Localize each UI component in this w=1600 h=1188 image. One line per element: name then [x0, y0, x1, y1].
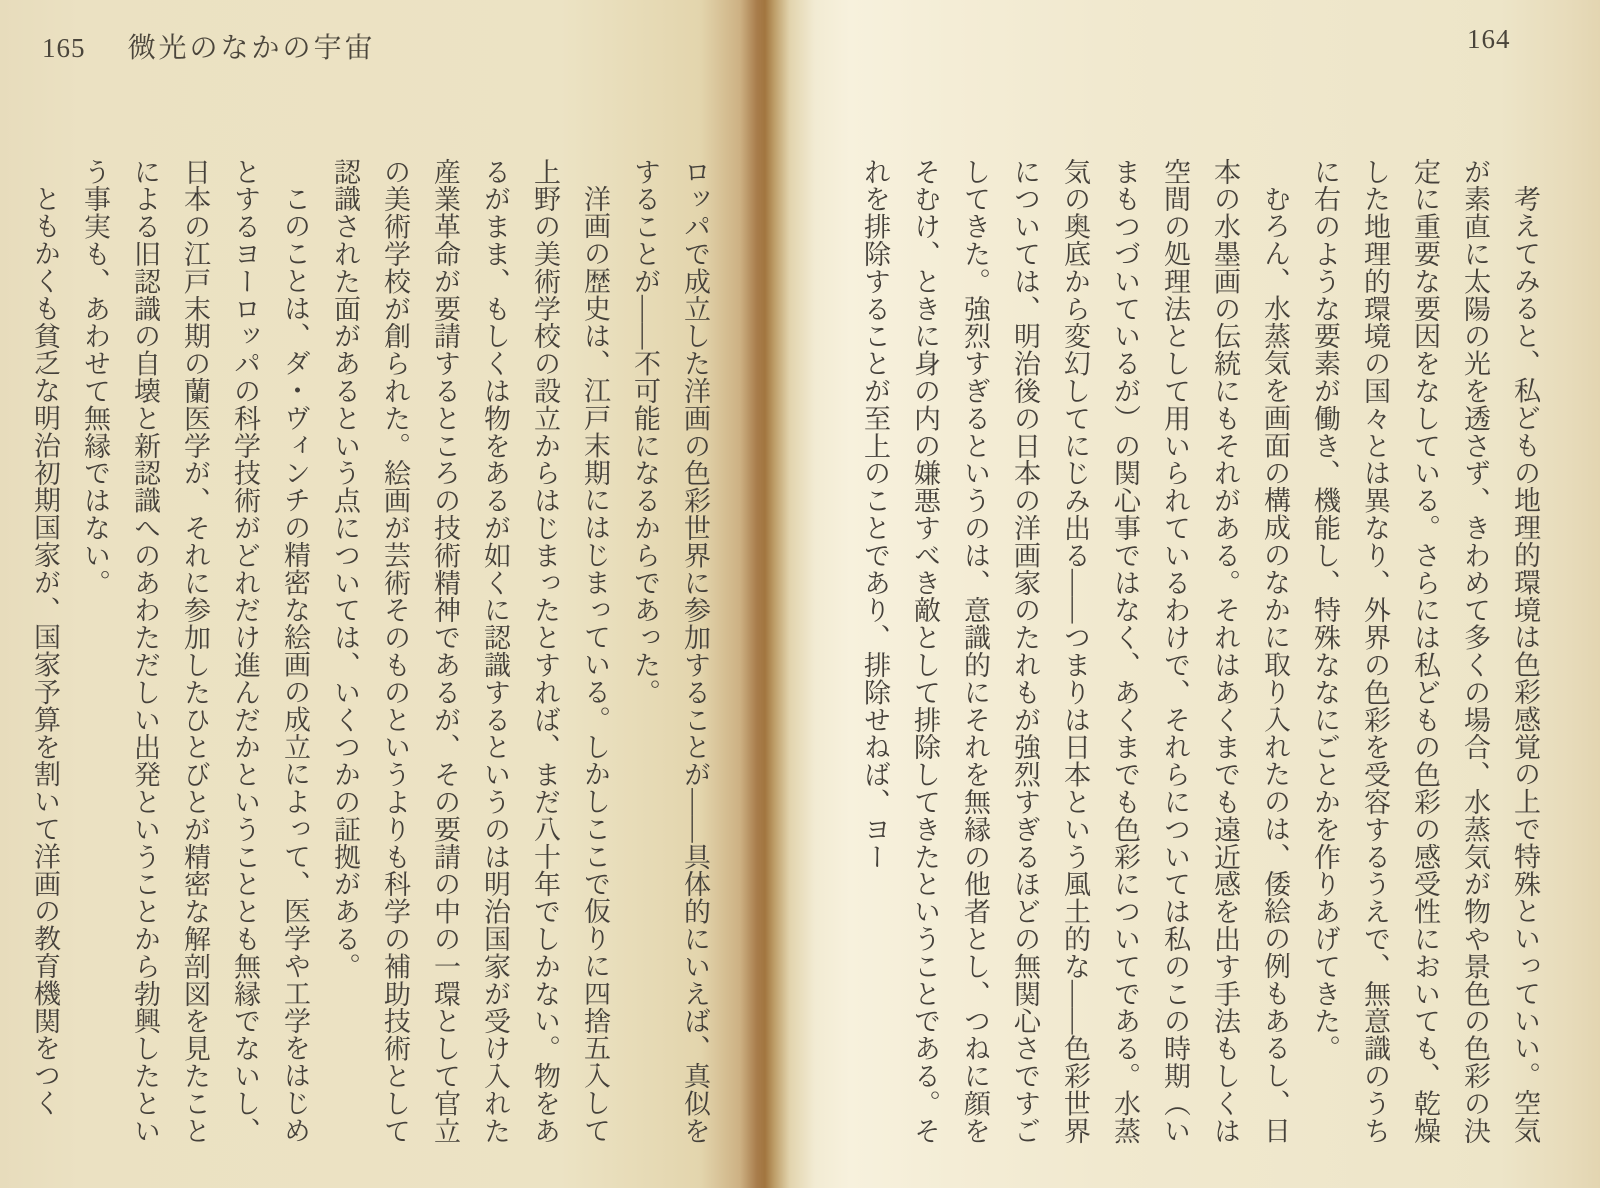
running-title: 微光のなかの宇宙 — [127, 33, 376, 64]
paragraph: ともかくも貧乏な明治初期国家が、国家予算を割いて洋画の教育機関をつく — [30, 185, 60, 1117]
page-header-left — [42, 26, 376, 66]
paragraph: 洋画の歴史は、江戸末期にはじまっている。しかしここで仮りに四捨五入して上野の美術学校の設立からはじまったとすれば、まだ八十年でしかない。物をあるがまま、もしくは物をあるが如くに認識するというのは明治国家が受け入れた産業革命が要請するところの技術精神であるが、その要請の中の一環として官立の美術学校が創られた。絵画が芸術そのものというよりも科学の補助技術として認識された面があるという点については、いくつかの証拠がある。 — [330, 158, 610, 1145]
paragraph-continuation: ロッパで成立した洋画の色彩世界に参加することが——具体的にいえば、真似をすることが——不可能になるからであった。 — [630, 158, 710, 1145]
page-right — [790, 0, 1600, 1188]
right-page-text — [850, 158, 1550, 1148]
paragraph: このことは、ダ・ヴィンチの精密な絵画の成立によって、医学や工学をはじめとするヨーロッパの科学技術がどれだけ進んだかということとも無縁でないし、日本の江戸末期の蘭医学が、それに参加したひとびとが精密な解剖図を見たことによる旧認識の自壊と新認識へのあわただしい出発ということから勃興したという事実も、あわせて無縁ではない。 — [80, 158, 310, 1145]
paragraph: むろん、水蒸気を画面の構成のなかに取り入れたのは、倭絵の例もあるし、日本の水墨画の伝統にもそれがある。それはあくまでも遠近感を出す手法もしくは空間の処理法として用いられているわけで、それらについては私のこの時期（いまもつづいているが）の関心事ではなく、あくまでも色彩についてである。水蒸気の奥底から変幻してにじみ出る——つまりは日本という風土的な——色彩世界については、明治後の日本の洋画家のたれもが強烈すぎるほどの無関心さですごしてきた。強烈すぎるというのは、意識的にそれを無縁の他者とし、つねに顔をそむけ、ときに身の内の嫌悪すべき敵として排除してきたということである。それを排除することが至上のことであり、排除せねば、ヨー — [860, 158, 1290, 1145]
paragraph: 考えてみると、私どもの地理的環境は色彩感覚の上で特殊といっていい。空気が素直に太陽の光を透さず、きわめて多くの場合、水蒸気が物や景色の色彩の決定に重要な要因をなしている。さらには私どもの色彩の感受性においても、乾燥した地理的環境の国々とは異なり、外界の色彩を受容するうえで、無意識のうちに右のような要素が働き、機能し、特殊ななにごとかを作りあげてきた。 — [1310, 158, 1540, 1145]
page-number-right: 164 — [1467, 24, 1511, 54]
left-page-text — [20, 158, 720, 1148]
page-number-left: 165 — [42, 33, 86, 63]
page-left — [0, 0, 755, 1188]
